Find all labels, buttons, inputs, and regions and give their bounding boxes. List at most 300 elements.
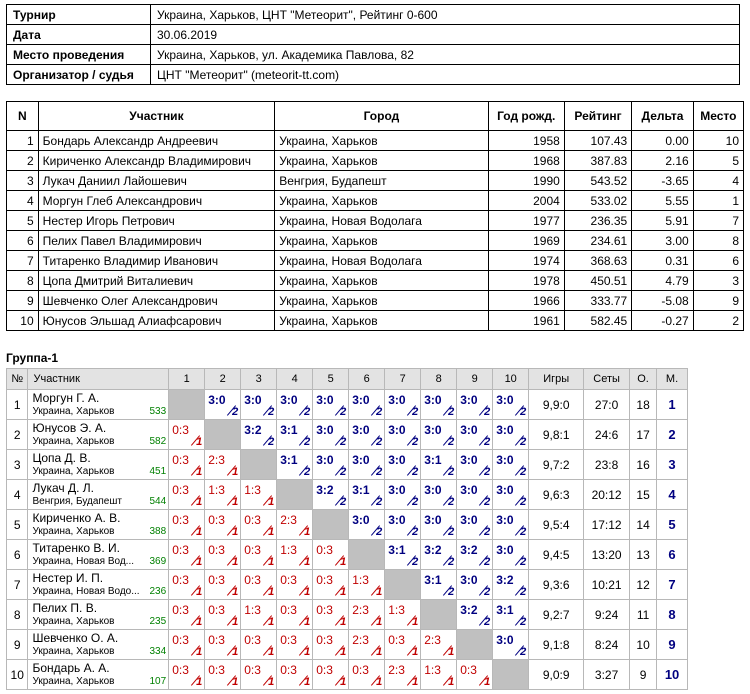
match-points: 1 [196, 496, 203, 508]
group-games: 9,4:5 [529, 540, 584, 570]
match-cell [313, 600, 348, 629]
match-points: 2 [340, 496, 347, 508]
match-points: 1 [412, 616, 419, 628]
participant-cell: 5 [7, 211, 39, 231]
match-points: 1 [340, 676, 347, 688]
self-cell [277, 480, 313, 510]
match-score: 3:1 [280, 453, 298, 467]
match-result [493, 540, 529, 570]
match-cell [241, 570, 276, 599]
match-result [457, 540, 493, 570]
participant-cell: Бондарь Александр Андреевич [38, 131, 275, 151]
group-header: М. [657, 369, 688, 390]
match-cell [385, 660, 420, 689]
group-points: 13 [630, 540, 657, 570]
match-cell [169, 420, 204, 449]
match-result [385, 660, 421, 690]
self-cell [349, 540, 385, 570]
match-result [169, 660, 205, 690]
match-score: 0:3 [244, 633, 261, 647]
match-points: 2 [484, 436, 491, 448]
match-cell [385, 390, 420, 419]
match-result [205, 480, 241, 510]
match-cell [277, 510, 312, 539]
player-rating: 369 [149, 556, 167, 567]
match-points: 1 [304, 616, 311, 628]
match-points: 1 [196, 466, 203, 478]
participant-cell: 387.83 [564, 151, 631, 171]
player-info [32, 525, 166, 538]
match-result [169, 450, 205, 480]
group-games: 9,8:1 [529, 420, 584, 450]
match-score: 3:0 [424, 483, 442, 497]
match-score: 3:0 [496, 543, 514, 557]
match-cell [421, 450, 456, 479]
group-games: 9,3:6 [529, 570, 584, 600]
match-score: 3:0 [424, 513, 442, 527]
match-result [241, 390, 277, 420]
match-result [313, 660, 349, 690]
match-points: 2 [376, 466, 383, 478]
match-result [349, 390, 385, 420]
participant-cell: Украина, Харьков [275, 291, 488, 311]
match-points: 2 [520, 616, 527, 628]
group-row-number: 2 [7, 420, 28, 450]
participant-cell: 2 [7, 151, 39, 171]
match-result [277, 660, 313, 690]
match-cell [421, 570, 456, 599]
match-result [457, 390, 493, 420]
group-games: 9,2:7 [529, 600, 584, 630]
group-row [7, 450, 688, 480]
match-cell [277, 630, 312, 659]
player-name: Юнусов Э. А. [32, 421, 107, 435]
participant-cell: 2004 [488, 191, 564, 211]
match-points: 1 [196, 676, 203, 688]
match-score: 0:3 [208, 573, 225, 587]
match-result [313, 390, 349, 420]
match-points: 2 [484, 466, 491, 478]
group-place: 1 [657, 390, 688, 420]
match-points: 2 [484, 496, 491, 508]
group-header: О. [630, 369, 657, 390]
match-result [277, 390, 313, 420]
match-cell [493, 480, 528, 509]
match-result [457, 420, 493, 450]
match-points: 2 [376, 436, 383, 448]
match-points: 2 [448, 466, 455, 478]
participant-cell: 533.02 [564, 191, 631, 211]
match-points: 1 [268, 616, 275, 628]
match-score: 3:2 [244, 423, 262, 437]
match-cell [349, 390, 384, 419]
match-score: 2:3 [388, 663, 405, 677]
match-points: 1 [196, 526, 203, 538]
match-score: 0:3 [172, 453, 189, 467]
player-rating: 107 [149, 676, 167, 687]
match-score: 2:3 [352, 603, 369, 617]
match-result [421, 540, 457, 570]
match-result [421, 420, 457, 450]
player-info [32, 645, 166, 658]
match-cell [169, 480, 204, 509]
participants-header: Место [693, 102, 743, 131]
match-score: 0:3 [208, 603, 225, 617]
match-score: 3:0 [424, 423, 442, 437]
match-score: 0:3 [172, 423, 189, 437]
match-result [313, 480, 349, 510]
match-points: 2 [340, 466, 347, 478]
player-city: Украина, Харьков [32, 406, 115, 417]
player-rating: 582 [149, 436, 167, 447]
player-rating: 451 [149, 466, 167, 477]
match-score: 0:3 [172, 483, 189, 497]
match-result [169, 480, 205, 510]
match-points: 1 [484, 676, 491, 688]
match-cell [421, 480, 456, 509]
match-points: 2 [376, 526, 383, 538]
match-points: 1 [196, 616, 203, 628]
match-cell [241, 660, 276, 689]
match-cell [493, 570, 528, 599]
match-result [349, 660, 385, 690]
match-result [313, 540, 349, 570]
info-value: Украина, Харьков, ЦНТ "Метеорит", Рейтинг 0-600 [151, 5, 740, 25]
match-points: 2 [268, 406, 275, 418]
match-points: 1 [232, 676, 239, 688]
participant-cell: 1969 [488, 231, 564, 251]
group-row-number: 9 [7, 630, 28, 660]
participant-cell: Украина, Харьков [275, 231, 488, 251]
group-row-number: 1 [7, 390, 28, 420]
participant-cell: -5.08 [632, 291, 693, 311]
participant-cell: 368.63 [564, 251, 631, 271]
match-result [205, 600, 241, 630]
group-header: 8 [421, 369, 457, 390]
match-score: 0:3 [280, 573, 297, 587]
match-result [277, 570, 313, 600]
match-points: 2 [304, 406, 311, 418]
group-player [28, 540, 169, 570]
match-points: 2 [520, 496, 527, 508]
player-name: Цопа Д. В. [32, 451, 91, 465]
match-cell [241, 510, 276, 539]
match-result [241, 600, 277, 630]
group-player [28, 450, 169, 480]
match-result [493, 570, 529, 600]
match-score: 3:0 [316, 393, 334, 407]
participant-row [7, 151, 744, 171]
match-score: 3:0 [496, 483, 514, 497]
participant-cell: 7 [693, 211, 743, 231]
match-result [385, 420, 421, 450]
group-row [7, 540, 688, 570]
player-info [32, 435, 166, 448]
participant-cell: Лукач Даниил Лайошевич [38, 171, 275, 191]
participant-row [7, 231, 744, 251]
group-player [28, 600, 169, 630]
match-points: 2 [520, 586, 527, 598]
group-points: 10 [630, 630, 657, 660]
match-result [241, 660, 277, 690]
group-player [28, 420, 169, 450]
match-points: 1 [196, 556, 203, 568]
group-points: 11 [630, 600, 657, 630]
match-points: 2 [448, 436, 455, 448]
match-points: 1 [412, 676, 419, 688]
match-result [241, 540, 277, 570]
match-score: 3:0 [352, 423, 370, 437]
match-score: 3:0 [280, 393, 298, 407]
group-sets: 13:20 [584, 540, 630, 570]
match-score: 3:0 [316, 453, 334, 467]
match-result [349, 630, 385, 660]
info-row [7, 5, 740, 25]
match-result [349, 450, 385, 480]
player-name: Нестер И. П. [32, 571, 104, 585]
match-points: 1 [268, 496, 275, 508]
group-header: Сеты [584, 369, 630, 390]
group-sets: 9:24 [584, 600, 630, 630]
match-cell [241, 630, 276, 659]
group-points: 12 [630, 570, 657, 600]
match-cell [313, 660, 348, 689]
match-score: 3:2 [496, 573, 514, 587]
match-score: 0:3 [316, 663, 333, 677]
participant-row [7, 131, 744, 151]
info-key: Турнир [7, 5, 151, 25]
match-points: 1 [304, 526, 311, 538]
match-cell [169, 570, 204, 599]
match-result [493, 510, 529, 540]
match-cell [493, 600, 528, 629]
match-points: 1 [268, 586, 275, 598]
match-cell [277, 660, 312, 689]
match-points: 1 [232, 646, 239, 658]
participant-cell: 8 [693, 231, 743, 251]
participant-cell: 107.43 [564, 131, 631, 151]
match-result [313, 600, 349, 630]
group-header: № [7, 369, 28, 390]
group-header: 3 [241, 369, 277, 390]
participants-header: Год рожд. [488, 102, 564, 131]
match-result [493, 600, 529, 630]
participant-cell: 1 [7, 131, 39, 151]
match-points: 2 [448, 496, 455, 508]
participant-cell: 3 [7, 171, 39, 191]
match-score: 2:3 [352, 633, 369, 647]
match-points: 2 [520, 436, 527, 448]
match-result [205, 390, 241, 420]
participant-cell: 1 [693, 191, 743, 211]
participant-cell: Венгрия, Будапешт [275, 171, 488, 191]
match-score: 0:3 [316, 633, 333, 647]
participant-cell: 543.52 [564, 171, 631, 191]
match-cell [169, 540, 204, 569]
group-games: 9,0:9 [529, 660, 584, 690]
match-score: 3:2 [460, 603, 478, 617]
match-cell [241, 390, 276, 419]
match-result [349, 420, 385, 450]
participants-header: N [7, 102, 39, 131]
match-score: 0:3 [280, 603, 297, 617]
group-place: 9 [657, 630, 688, 660]
participant-cell: 6 [7, 231, 39, 251]
player-name: Моргун Г. А. [32, 391, 100, 405]
match-result [205, 630, 241, 660]
participant-cell: Украина, Новая Водолага [275, 251, 488, 271]
group-title: Группа-1 [6, 351, 59, 365]
participant-cell: 5 [693, 151, 743, 171]
match-score: 0:3 [208, 663, 225, 677]
match-result [493, 390, 529, 420]
self-cell [457, 630, 493, 660]
match-points: 2 [304, 466, 311, 478]
match-cell [385, 510, 420, 539]
match-points: 1 [232, 556, 239, 568]
match-score: 0:3 [316, 573, 333, 587]
group-row-number: 10 [7, 660, 28, 690]
group-row-number: 7 [7, 570, 28, 600]
match-score: 0:3 [208, 543, 225, 557]
participant-cell: 234.61 [564, 231, 631, 251]
player-rating: 544 [149, 496, 167, 507]
match-score: 0:3 [172, 513, 189, 527]
match-score: 0:3 [388, 633, 405, 647]
match-cell [313, 420, 348, 449]
match-points: 2 [448, 406, 455, 418]
match-score: 1:3 [352, 573, 369, 587]
info-row [7, 25, 740, 45]
group-header: 2 [205, 369, 241, 390]
match-cell [241, 420, 276, 449]
match-result [169, 540, 205, 570]
match-cell [385, 480, 420, 509]
match-score: 1:3 [244, 603, 261, 617]
match-points: 1 [340, 556, 347, 568]
match-points: 2 [412, 406, 419, 418]
participant-cell: 6 [693, 251, 743, 271]
match-result [205, 510, 241, 540]
match-cell [349, 570, 384, 599]
group-player [28, 390, 169, 420]
match-points: 2 [376, 496, 383, 508]
match-points: 1 [340, 586, 347, 598]
participant-cell: 1966 [488, 291, 564, 311]
match-score: 0:3 [244, 513, 261, 527]
match-cell [277, 450, 312, 479]
match-points: 2 [376, 406, 383, 418]
match-points: 2 [340, 406, 347, 418]
participant-cell: 9 [693, 291, 743, 311]
match-result [457, 570, 493, 600]
self-cell [169, 390, 205, 420]
match-points: 1 [340, 646, 347, 658]
participant-cell: 333.77 [564, 291, 631, 311]
group-sets: 8:24 [584, 630, 630, 660]
match-points: 2 [448, 526, 455, 538]
group-header: 10 [493, 369, 529, 390]
participant-cell: 8 [7, 271, 39, 291]
match-result [277, 600, 313, 630]
match-cell [277, 420, 312, 449]
match-result [421, 630, 457, 660]
match-cell [349, 480, 384, 509]
match-points: 1 [376, 646, 383, 658]
match-score: 1:3 [244, 483, 261, 497]
player-info [32, 465, 166, 478]
group-sets: 10:21 [584, 570, 630, 600]
match-score: 3:0 [244, 393, 262, 407]
match-points: 1 [448, 646, 455, 658]
match-score: 2:3 [424, 633, 441, 647]
group-header: Участник [28, 369, 169, 390]
group-points: 18 [630, 390, 657, 420]
self-cell [493, 660, 529, 690]
match-score: 1:3 [208, 483, 225, 497]
match-score: 0:3 [460, 663, 477, 677]
participant-row [7, 291, 744, 311]
match-result [349, 480, 385, 510]
group-row-number: 5 [7, 510, 28, 540]
info-row [7, 65, 740, 85]
match-cell [205, 510, 240, 539]
participant-cell: 1990 [488, 171, 564, 191]
participant-cell: 4 [693, 171, 743, 191]
group-games: 9,7:2 [529, 450, 584, 480]
match-score: 0:3 [316, 603, 333, 617]
group-header: 9 [457, 369, 493, 390]
match-cell [349, 660, 384, 689]
match-score: 0:3 [208, 633, 225, 647]
player-rating: 533 [149, 406, 167, 417]
player-city: Украина, Харьков [32, 466, 115, 477]
match-result [205, 450, 241, 480]
player-info [32, 495, 166, 508]
match-result [169, 420, 205, 450]
match-cell [169, 450, 204, 479]
match-score: 3:0 [496, 513, 514, 527]
match-cell [313, 570, 348, 599]
group-row-number: 8 [7, 600, 28, 630]
group-sets: 23:8 [584, 450, 630, 480]
match-score: 3:1 [424, 453, 442, 467]
group-header: 5 [313, 369, 349, 390]
player-city: Украина, Харьков [32, 616, 115, 627]
match-points: 1 [376, 586, 383, 598]
match-score: 0:3 [244, 663, 261, 677]
match-result [241, 420, 277, 450]
group-row-number: 3 [7, 450, 28, 480]
match-cell [493, 630, 528, 659]
self-cell [205, 420, 241, 450]
match-result [241, 630, 277, 660]
match-cell [277, 600, 312, 629]
match-result [205, 570, 241, 600]
group-points: 15 [630, 480, 657, 510]
match-score: 0:3 [352, 663, 369, 677]
match-score: 3:0 [388, 453, 406, 467]
match-points: 2 [412, 436, 419, 448]
group-place: 3 [657, 450, 688, 480]
group-place: 10 [657, 660, 688, 690]
match-score: 3:0 [388, 483, 406, 497]
match-score: 0:3 [172, 603, 189, 617]
participant-cell: Моргун Глеб Александрович [38, 191, 275, 211]
match-cell [205, 480, 240, 509]
match-score: 0:3 [172, 663, 189, 677]
match-result [385, 510, 421, 540]
